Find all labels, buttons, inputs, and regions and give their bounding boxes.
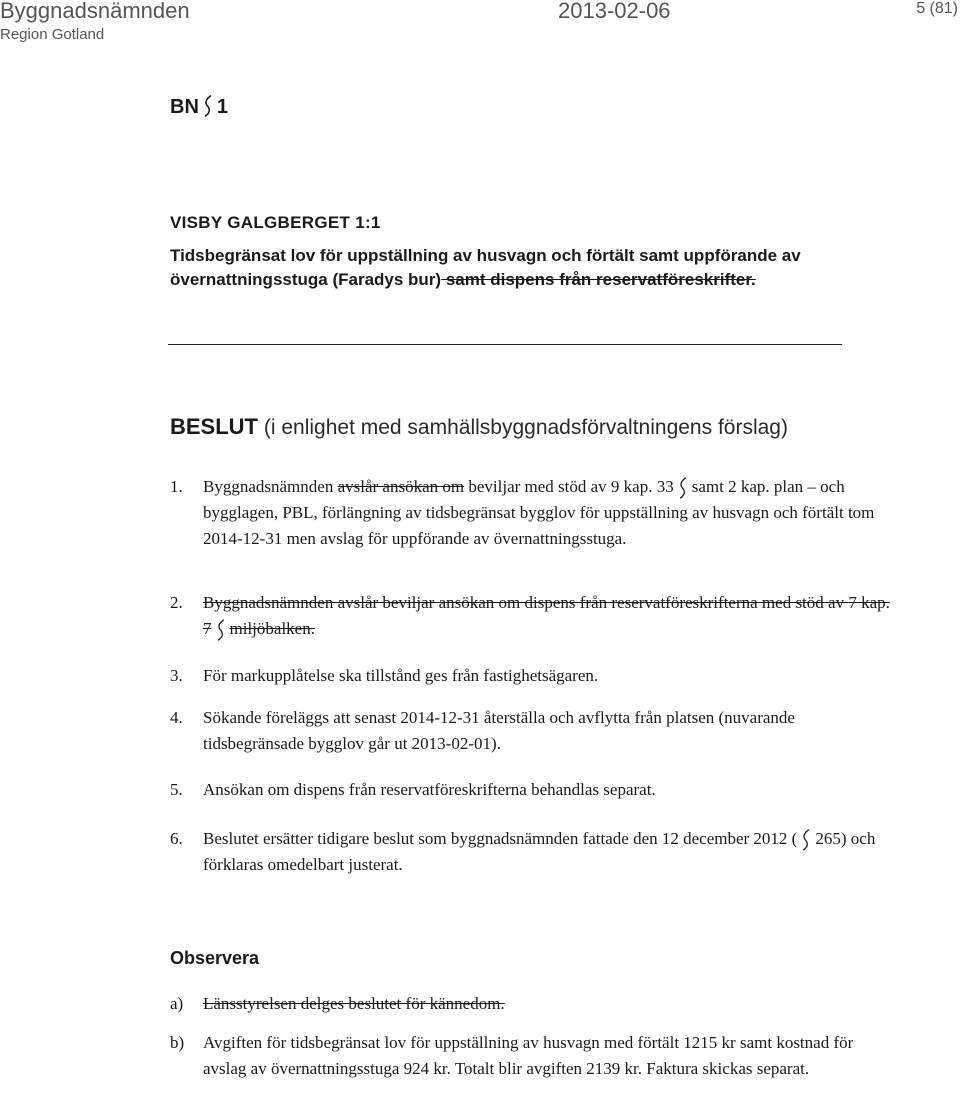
page-number: 5 (81) bbox=[916, 0, 958, 17]
item-number: 4. bbox=[170, 708, 183, 727]
item-number: 3. bbox=[170, 666, 183, 685]
note-a bbox=[170, 991, 890, 1017]
item-struck-text: Byggnadsnämnden avslår beviljar ansökan om dispens från reservatföreskrifterna med stöd av 7 kap. 7 bbox=[203, 593, 890, 638]
case-prefix: BN bbox=[170, 96, 199, 118]
note-label: a) bbox=[170, 994, 184, 1013]
decision-heading-rest: (i enlighet med samhällsbyggnadsförvaltningens förslag) bbox=[263, 416, 788, 439]
decision-heading-bold: BESLUT bbox=[170, 414, 258, 439]
section-sign-icon bbox=[202, 96, 214, 116]
item-text: Beslutet ersätter tidigare beslut som byggnadsnämnden fattade den 12 december 2012 ( bbox=[203, 829, 798, 848]
section-sign-icon bbox=[677, 478, 689, 495]
subject-main: Tidsbegränsat lov för uppställning av husvagn och förtält samt uppförande av övernattningsstuga (Faradys bur) bbox=[170, 246, 801, 289]
case-number bbox=[170, 96, 228, 119]
item-text: samt 2 kap. plan – och bygglagen, PBL, förlängning av tidsbegränsat bygglov för uppställning av husvagn och förtält tom 2014-12-31 men avslag för uppförande av övernattningsstuga. bbox=[203, 477, 875, 548]
item-number: 5. bbox=[170, 780, 183, 799]
item-text: beviljar med stöd av 9 kap. 33 bbox=[468, 477, 674, 496]
decision-item-3 bbox=[170, 663, 890, 689]
note-text: Avgiften för tidsbegränsat lov för uppställning av husvagn med förtält 1215 kr samt kostnad för avslag av övernattningsstuga 924 kr. Totalt blir avgiften 2139 kr. Faktura skickas separat. bbox=[203, 1033, 854, 1078]
notes-heading: Observera bbox=[170, 948, 260, 968]
divider-line bbox=[168, 344, 842, 345]
case-subject bbox=[170, 244, 860, 292]
decision-item-5 bbox=[170, 777, 890, 803]
item-struck-text: avslår ansökan om bbox=[337, 477, 465, 496]
note-text: Länsstyrelsen delges beslutet för kännedom. bbox=[203, 994, 505, 1013]
item-struck-text: miljöbalken. bbox=[229, 619, 315, 638]
note-label: b) bbox=[170, 1033, 185, 1052]
region-name: Region Gotland bbox=[0, 26, 105, 43]
item-text: För markupplåtelse ska tillstånd ges från fastighetsägaren. bbox=[203, 666, 599, 685]
section-sign-icon bbox=[800, 830, 812, 847]
item-number: 2. bbox=[170, 593, 183, 612]
item-number: 6. bbox=[170, 829, 183, 848]
item-number: 1. bbox=[170, 477, 183, 496]
item-text: Byggnadsnämnden bbox=[203, 477, 334, 496]
decision-item-1 bbox=[170, 474, 890, 552]
case-num: 1 bbox=[216, 96, 229, 118]
item-text: Ansökan om dispens från reservatföreskrifterna behandlas separat. bbox=[203, 780, 656, 799]
section-sign-icon bbox=[215, 620, 227, 637]
committee-name: Byggnadsnämnden bbox=[0, 0, 190, 23]
item-text: 265) och förklaras omedelbart justerat. bbox=[203, 829, 876, 874]
meeting-date: 2013-02-06 bbox=[558, 0, 671, 23]
decision-item-6 bbox=[170, 826, 890, 878]
decision-heading bbox=[170, 414, 788, 440]
note-b bbox=[170, 1030, 890, 1082]
property-designation: VISBY GALGBERGET 1:1 bbox=[170, 213, 381, 232]
subject-struck: samt dispens från reservatföreskrifter. bbox=[441, 270, 756, 289]
item-text: Sökande föreläggs att senast 2014-12-31 återställa och avflytta från platsen (nuvarande tidsbegränsade bygglov går ut 2013-02-01). bbox=[203, 708, 795, 753]
decision-item-4 bbox=[170, 705, 890, 757]
decision-item-2 bbox=[170, 590, 890, 642]
